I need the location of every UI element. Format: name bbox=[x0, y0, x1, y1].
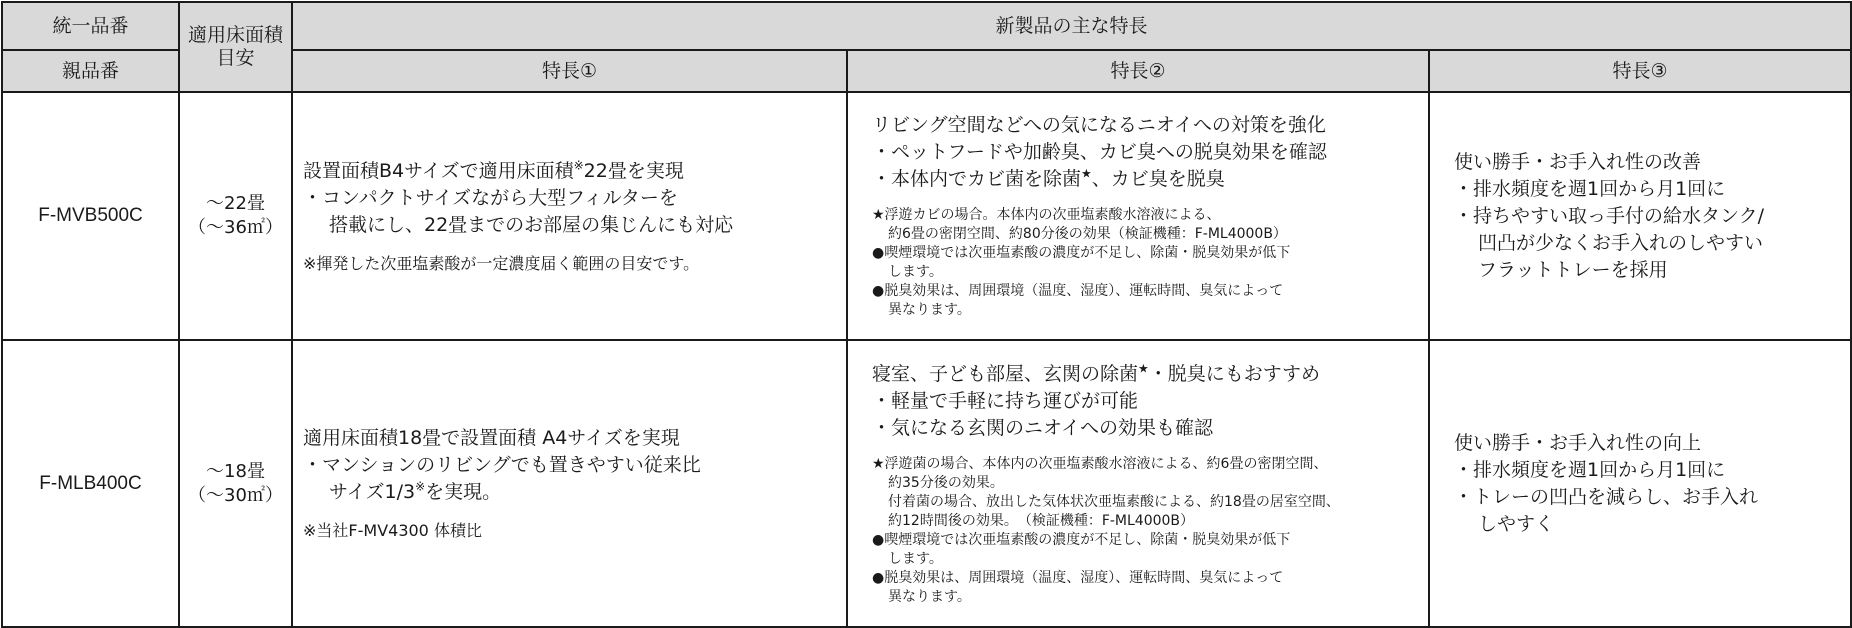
header-feature-1: 特長① bbox=[292, 50, 847, 92]
header-feature-3: 特長③ bbox=[1429, 50, 1851, 92]
footnote-line: します。 bbox=[888, 550, 943, 567]
footnote-line: ●脱臭効果は、周囲環境（温度、湿度）、運転時間、臭気によって bbox=[872, 569, 1284, 586]
table-row bbox=[2, 92, 1851, 340]
feature-2-footnotes bbox=[872, 455, 1416, 607]
floor-area-tatami: ～22畳 bbox=[206, 193, 265, 214]
feature-3-bullet-cont: フラットトレーを採用 bbox=[1478, 258, 1668, 281]
feature-1-bullet: ・コンパクトサイズながら大型フィルターを bbox=[303, 186, 678, 209]
feature-1-bullet-cont: 搭載にし、22畳までのお部屋の集じんにも対応 bbox=[329, 213, 734, 236]
feature-3-cell bbox=[1429, 92, 1851, 340]
feature-3-bullet: ・排水頻度を週1回から月1回に bbox=[1454, 458, 1726, 481]
feature-3-bullet-cont: 凹凸が少なくお手入れのしやすい bbox=[1478, 231, 1764, 254]
feature-2-cell bbox=[847, 340, 1429, 627]
header-parent-number: 親品番 bbox=[2, 50, 179, 92]
product-spec-table bbox=[1, 1, 1852, 628]
header-floor-area-line2: 目安 bbox=[216, 47, 255, 69]
feature-1-bullet: ・マンションのリビングでも置きやすい従来比 bbox=[303, 454, 701, 476]
feature-3-bullet: ・トレーの凹凸を減らし、お手入れ bbox=[1454, 485, 1759, 508]
footnote-line: ★浮遊菌の場合、本体内の次亜塩素酸水溶液による、約6畳の密閉空間、 bbox=[872, 455, 1328, 472]
feature-1-cell bbox=[292, 340, 847, 627]
feature-3-bullet-cont: しやすく bbox=[1478, 512, 1555, 535]
header-floor-area-line1: 適用床面積 bbox=[187, 24, 283, 46]
feature-3-headline: 使い勝手・お手入れ性の向上 bbox=[1454, 431, 1702, 454]
floor-area-tatami: ～18畳 bbox=[206, 460, 265, 482]
header-feature-2: 特長② bbox=[847, 50, 1429, 92]
header-floor-area bbox=[179, 2, 292, 92]
footnote-line: ●喫煙環境では次亜塩素酸の濃度が不足し、除菌・脱臭効果が低下 bbox=[872, 531, 1291, 548]
footnote-line: 約6畳の密閉空間、約80分後の効果（検証機種：F-ML4000B） bbox=[888, 226, 1287, 242]
feature-3-headline: 使い勝手・お手入れ性の改善 bbox=[1454, 150, 1702, 173]
feature-1-headline: 適用床面積18畳で設置面積 A4サイズを実現 bbox=[303, 427, 680, 449]
floor-area-cell bbox=[179, 340, 292, 627]
feature-2-bullet: ・軽量で手軽に持ち運びが可能 bbox=[872, 389, 1139, 412]
floor-area-cell bbox=[179, 92, 292, 340]
footnote-line: 約12時間後の効果。 （検証機種：F-ML4000B） bbox=[888, 512, 1195, 529]
footnote-line: ●脱臭効果は、周囲環境（温度、湿度）、運転時間、臭気によって bbox=[872, 283, 1284, 299]
feature-2-bullet: ・気になる玄関のニオイへの効果も確認 bbox=[872, 416, 1214, 439]
model-number: F-MLB400C bbox=[2, 340, 179, 627]
feature-1-bullet-cont: サイズ1/3※を実現。 bbox=[329, 479, 502, 503]
floor-area-sqm: （～36㎡） bbox=[188, 217, 283, 238]
feature-1-headline: 設置面積B4サイズで適用床面積※22畳を実現 bbox=[303, 158, 684, 182]
table-row bbox=[2, 340, 1851, 627]
feature-2-bullet: ・ペットフードや加齢臭、カビ臭への脱臭効果を確認 bbox=[872, 141, 1327, 163]
feature-1-footnote: ※当社F-MV4300 体積比 bbox=[303, 521, 482, 540]
footnote-line: 付着菌の場合、放出した気体状次亜塩素酸による、約18畳の居室空間、 bbox=[888, 493, 1340, 510]
footnote-line: 異なります。 bbox=[888, 588, 971, 605]
footnote-line: 約35分後の効果。 bbox=[888, 474, 1004, 491]
feature-1-cell bbox=[292, 92, 847, 340]
header-main-features: 新製品の主な特長 bbox=[292, 2, 1851, 50]
feature-2-cell bbox=[847, 92, 1429, 340]
feature-2-headline: リビング空間などへの気になるニオイへの対策を強化 bbox=[872, 114, 1326, 136]
feature-2-headline: 寝室、子ども部屋、玄関の除菌★・脱臭にもおすすめ bbox=[872, 361, 1320, 385]
floor-area-sqm: （～30㎡） bbox=[188, 484, 283, 506]
feature-3-bullet: ・排水頻度を週1回から月1回に bbox=[1454, 177, 1726, 200]
model-number: F-MVB500C bbox=[2, 92, 179, 340]
feature-2-bullet: ・本体内でカビ菌を除菌★、カビ臭を脱臭 bbox=[872, 166, 1225, 190]
footnote-line: ★浮遊カビの場合。本体内の次亜塩素酸水溶液による、 bbox=[872, 207, 1221, 223]
footnote-line: 異なります。 bbox=[888, 302, 971, 318]
header-unified-number: 統一品番 bbox=[2, 2, 179, 50]
feature-3-bullet: ・持ちやすい取っ手付の給水タンク/ bbox=[1454, 204, 1765, 227]
footnote-line: ●喫煙環境では次亜塩素酸の濃度が不足し、除菌・脱臭効果が低下 bbox=[872, 245, 1291, 261]
feature-3-cell bbox=[1429, 340, 1851, 627]
feature-1-footnote: ※揮発した次亜塩素酸が一定濃度届く範囲の目安です。 bbox=[303, 253, 700, 273]
footnote-line: します。 bbox=[888, 264, 943, 280]
feature-2-footnotes bbox=[872, 206, 1416, 320]
